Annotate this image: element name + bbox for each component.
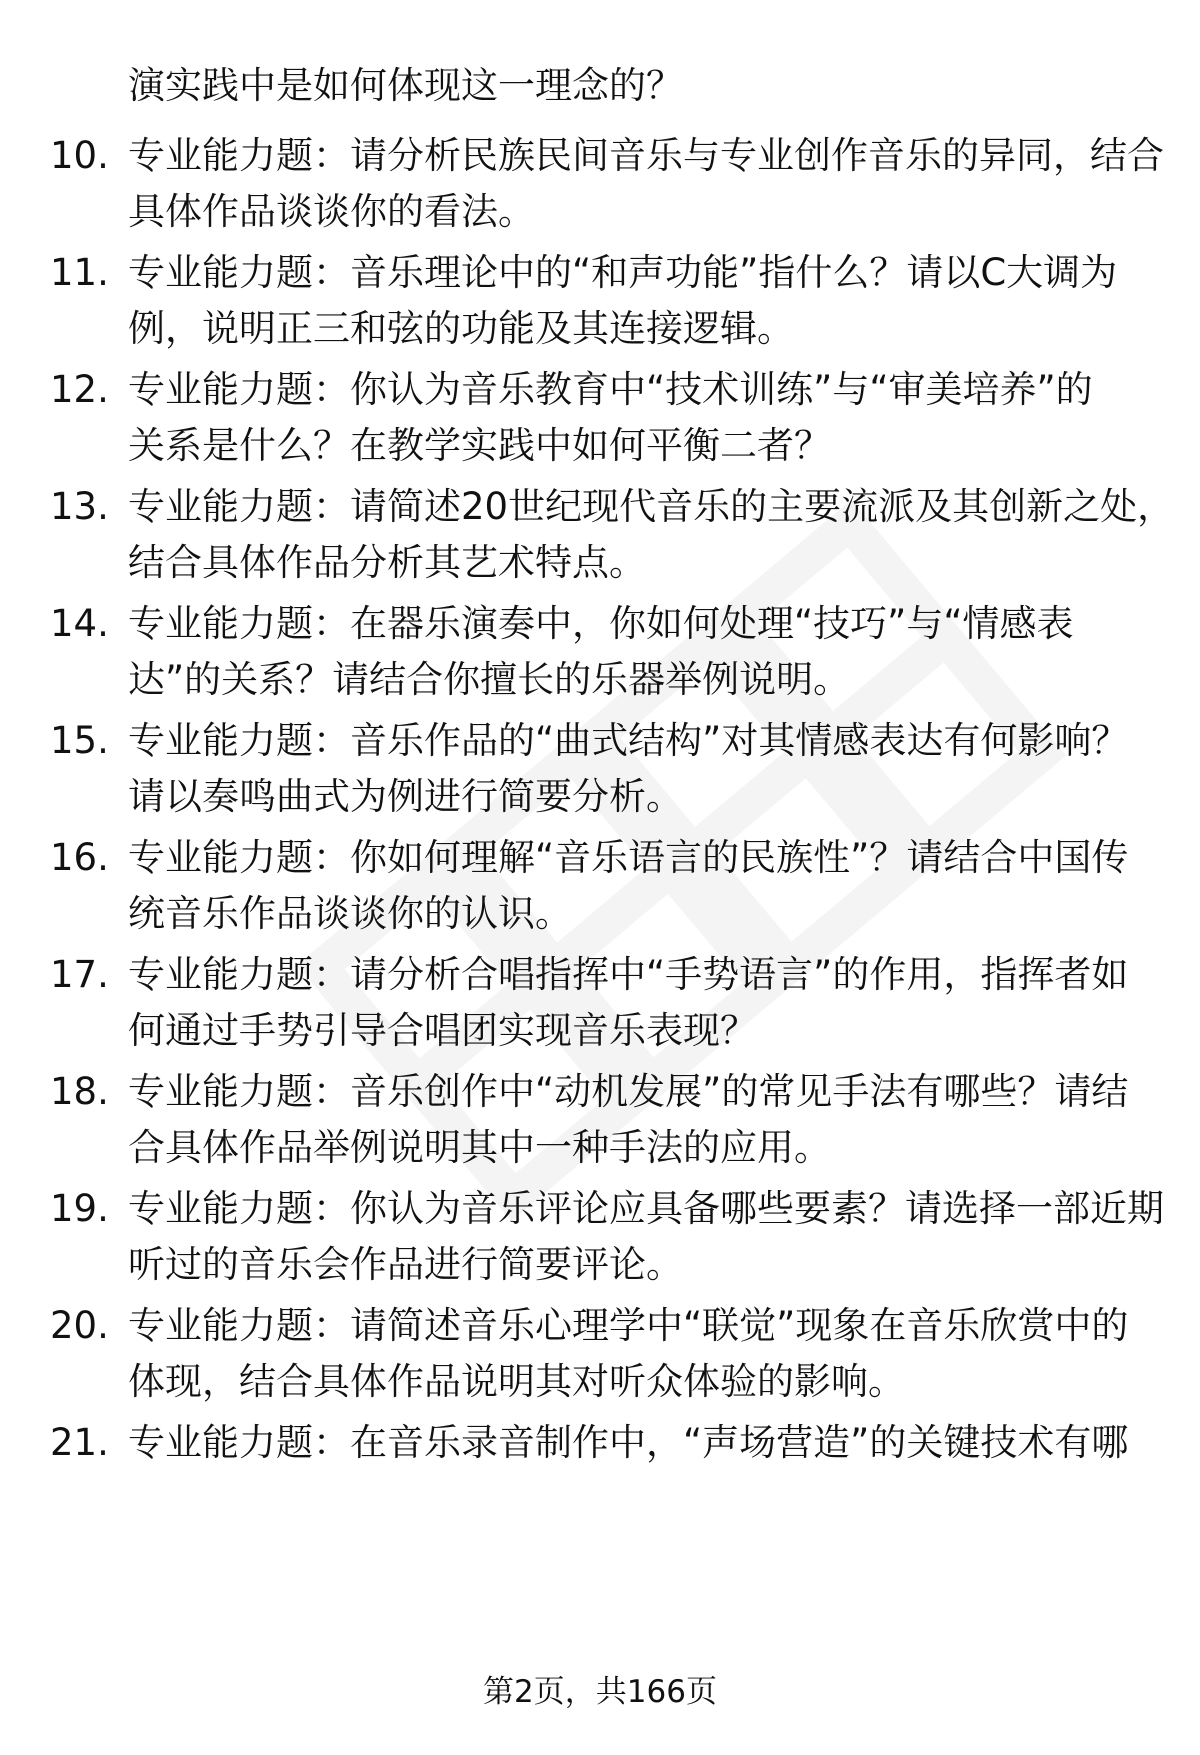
question-number: 11. xyxy=(50,251,109,294)
question-text xyxy=(128,479,1175,591)
question-item xyxy=(0,479,1200,591)
question-text xyxy=(128,1064,1158,1176)
question-number: 20. xyxy=(50,1304,109,1347)
question-item xyxy=(0,830,1200,942)
question-text xyxy=(128,830,1158,942)
question-text-line: 统音乐作品谈谈你的认识。 xyxy=(128,892,572,935)
question-text-line: 关系是什么？在教学实践中如何平衡二者？ xyxy=(128,424,831,467)
question-item xyxy=(0,1064,1200,1176)
question-number: 21. xyxy=(50,1421,109,1464)
question-text xyxy=(128,1181,1164,1293)
continued-question-text: 演实践中是如何体现这一理念的？ xyxy=(128,64,683,107)
question-number: 17. xyxy=(50,953,109,996)
page-footer: 第2页，共166页 xyxy=(483,1674,717,1710)
question-text xyxy=(128,362,1158,474)
question-text-line: 专业能力题：音乐理论中的“和声功能”指什么？请以C大调为 xyxy=(128,251,1118,294)
question-item xyxy=(0,1415,1200,1527)
question-number: 16. xyxy=(50,836,109,879)
question-text-line: 达”的关系？请结合你擅长的乐器举例说明。 xyxy=(128,658,851,701)
question-number: 12. xyxy=(50,368,109,411)
question-number: 15. xyxy=(50,719,109,762)
question-text xyxy=(128,1415,1158,1471)
question-text-line: 合具体作品举例说明其中一种手法的应用。 xyxy=(128,1126,831,1169)
question-text-line: 专业能力题：请简述20世纪现代音乐的主要流派及其创新之处， xyxy=(128,485,1175,528)
question-item xyxy=(0,596,1200,708)
question-text-line: 请以奏鸣曲式为例进行简要分析。 xyxy=(128,775,683,818)
question-item xyxy=(0,128,1200,240)
question-text-line: 专业能力题：你如何理解“音乐语言的民族性”？请结合中国传 xyxy=(128,836,1129,879)
question-text-line: 专业能力题：音乐作品的“曲式结构”对其情感表达有何影响？ xyxy=(128,719,1129,762)
question-text xyxy=(128,947,1158,1059)
question-text xyxy=(128,245,1158,357)
question-text-line: 专业能力题：请分析民族民间音乐与专业创作音乐的异同，结合 xyxy=(128,134,1164,177)
question-number: 18. xyxy=(50,1070,109,1113)
question-text-line: 专业能力题：你认为音乐评论应具备哪些要素？请选择一部近期 xyxy=(128,1187,1164,1230)
question-number: 14. xyxy=(50,602,109,645)
question-text-line: 专业能力题：在音乐录音制作中，“声场营造”的关键技术有哪 xyxy=(128,1421,1129,1464)
question-text-line: 专业能力题：音乐创作中“动机发展”的常见手法有哪些？请结 xyxy=(128,1070,1129,1113)
question-text-line: 何通过手势引导合唱团实现音乐表现？ xyxy=(128,1009,757,1052)
question-item xyxy=(0,362,1200,474)
question-text-line: 结合具体作品分析其艺术特点。 xyxy=(128,541,646,584)
question-number: 19. xyxy=(50,1187,109,1230)
question-text-line: 例，说明正三和弦的功能及其连接逻辑。 xyxy=(128,307,794,350)
question-text-line: 专业能力题：请分析合唱指挥中“手势语言”的作用，指挥者如 xyxy=(128,953,1129,996)
question-item xyxy=(0,947,1200,1059)
question-text xyxy=(128,596,1158,708)
question-text-line: 听过的音乐会作品进行简要评论。 xyxy=(128,1243,683,1286)
question-text xyxy=(128,713,1158,825)
question-text-line: 专业能力题：你认为音乐教育中“技术训练”与“审美培养”的 xyxy=(128,368,1093,411)
question-text xyxy=(128,1298,1158,1410)
question-number: 13. xyxy=(50,485,109,528)
question-text-line: 体现，结合具体作品说明其对听众体验的影响。 xyxy=(128,1360,905,1403)
question-item xyxy=(0,713,1200,825)
question-item xyxy=(0,245,1200,357)
question-text-line: 专业能力题：在器乐演奏中，你如何处理“技巧”与“情感表 xyxy=(128,602,1074,645)
question-text-line: 专业能力题：请简述音乐心理学中“联觉”现象在音乐欣赏中的 xyxy=(128,1304,1129,1347)
question-text-line: 具体作品谈谈你的看法。 xyxy=(128,190,535,233)
question-item xyxy=(0,1181,1200,1293)
question-text xyxy=(128,128,1164,240)
question-item xyxy=(0,1298,1200,1410)
question-number: 10. xyxy=(50,134,109,177)
